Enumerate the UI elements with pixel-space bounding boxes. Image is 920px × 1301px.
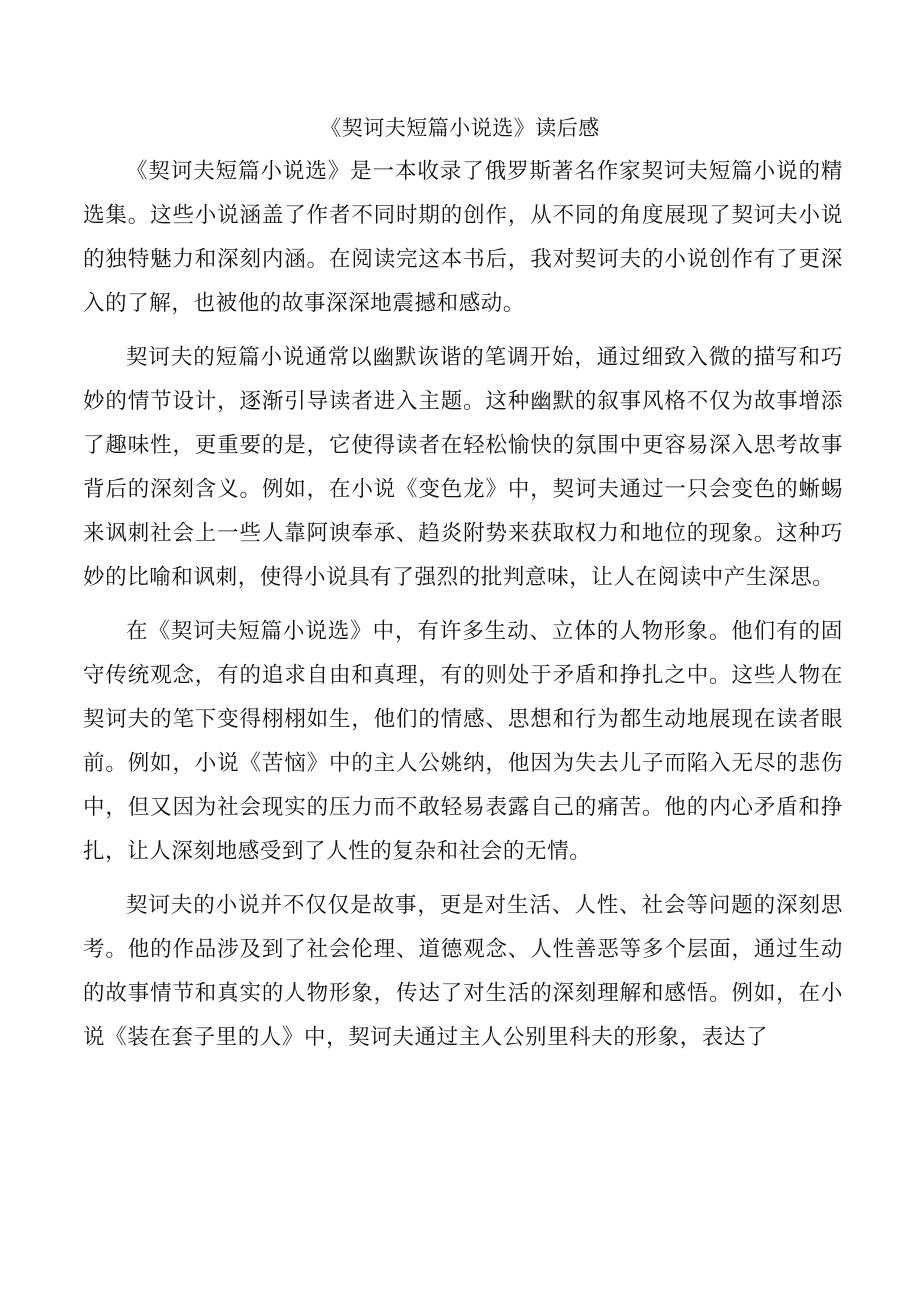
paragraph-4: 契诃夫的小说并不仅仅是故事，更是对生活、人性、社会等问题的深刻思考。他的作品涉及到了社会伦理、道德观念、人性善恶等多个层面，通过生动的故事情节和真实的人物形象，传达了对生活的深刻理解和感悟。例如，在小说《装在套子里的人》中，契诃夫通过主人公别里科夫的形象，表达了	[83, 893, 843, 1050]
document-body	[83, 150, 843, 1070]
paragraph-3: 在《契诃夫短篇小说选》中，有许多生动、立体的人物形象。他们有的固守传统观念，有的追求自由和真理，有的则处于矛盾和挣扎之中。这些人物在契诃夫的笔下变得栩栩如生，他们的情感、思想和行为都生动地展现在读者眼前。例如，小说《苦恼》中的主人公姚纳，他因为失去儿子而陷入无尽的悲伤中，但又因为社会现实的压力而不敢轻易表露自己的痛苦。他的内心矛盾和挣扎，让人深刻地感受到了人性的复杂和社会的无情。	[83, 619, 843, 864]
paragraph-2: 契诃夫的短篇小说通常以幽默诙谐的笔调开始，通过细致入微的描写和巧妙的情节设计，逐渐引导读者进入主题。这种幽默的叙事风格不仅为故事增添了趣味性，更重要的是，它使得读者在轻松愉快的氛围中更容易深入思考故事背后的深刻含义。例如，在小说《变色龙》中，契诃夫通过一只会变色的蜥蜴来讽刺社会上一些人靠阿谀奉承、趋炎附势来获取权力和地位的现象。这种巧妙的比喻和讽刺，使得小说具有了强烈的批判意味，让人在阅读中产生深思。	[83, 345, 843, 590]
document-title: 《契诃夫短篇小说选》读后感	[320, 116, 600, 140]
paragraph-1: 《契诃夫短篇小说选》是一本收录了俄罗斯著名作家契诃夫短篇小说的精选集。这些小说涵盖了作者不同时期的创作，从不同的角度展现了契诃夫小说的独特魅力和深刻内涵。在阅读完这本书后，我对契诃夫的小说创作有了更深入的了解，也被他的故事深深地震撼和感动。	[83, 159, 843, 316]
